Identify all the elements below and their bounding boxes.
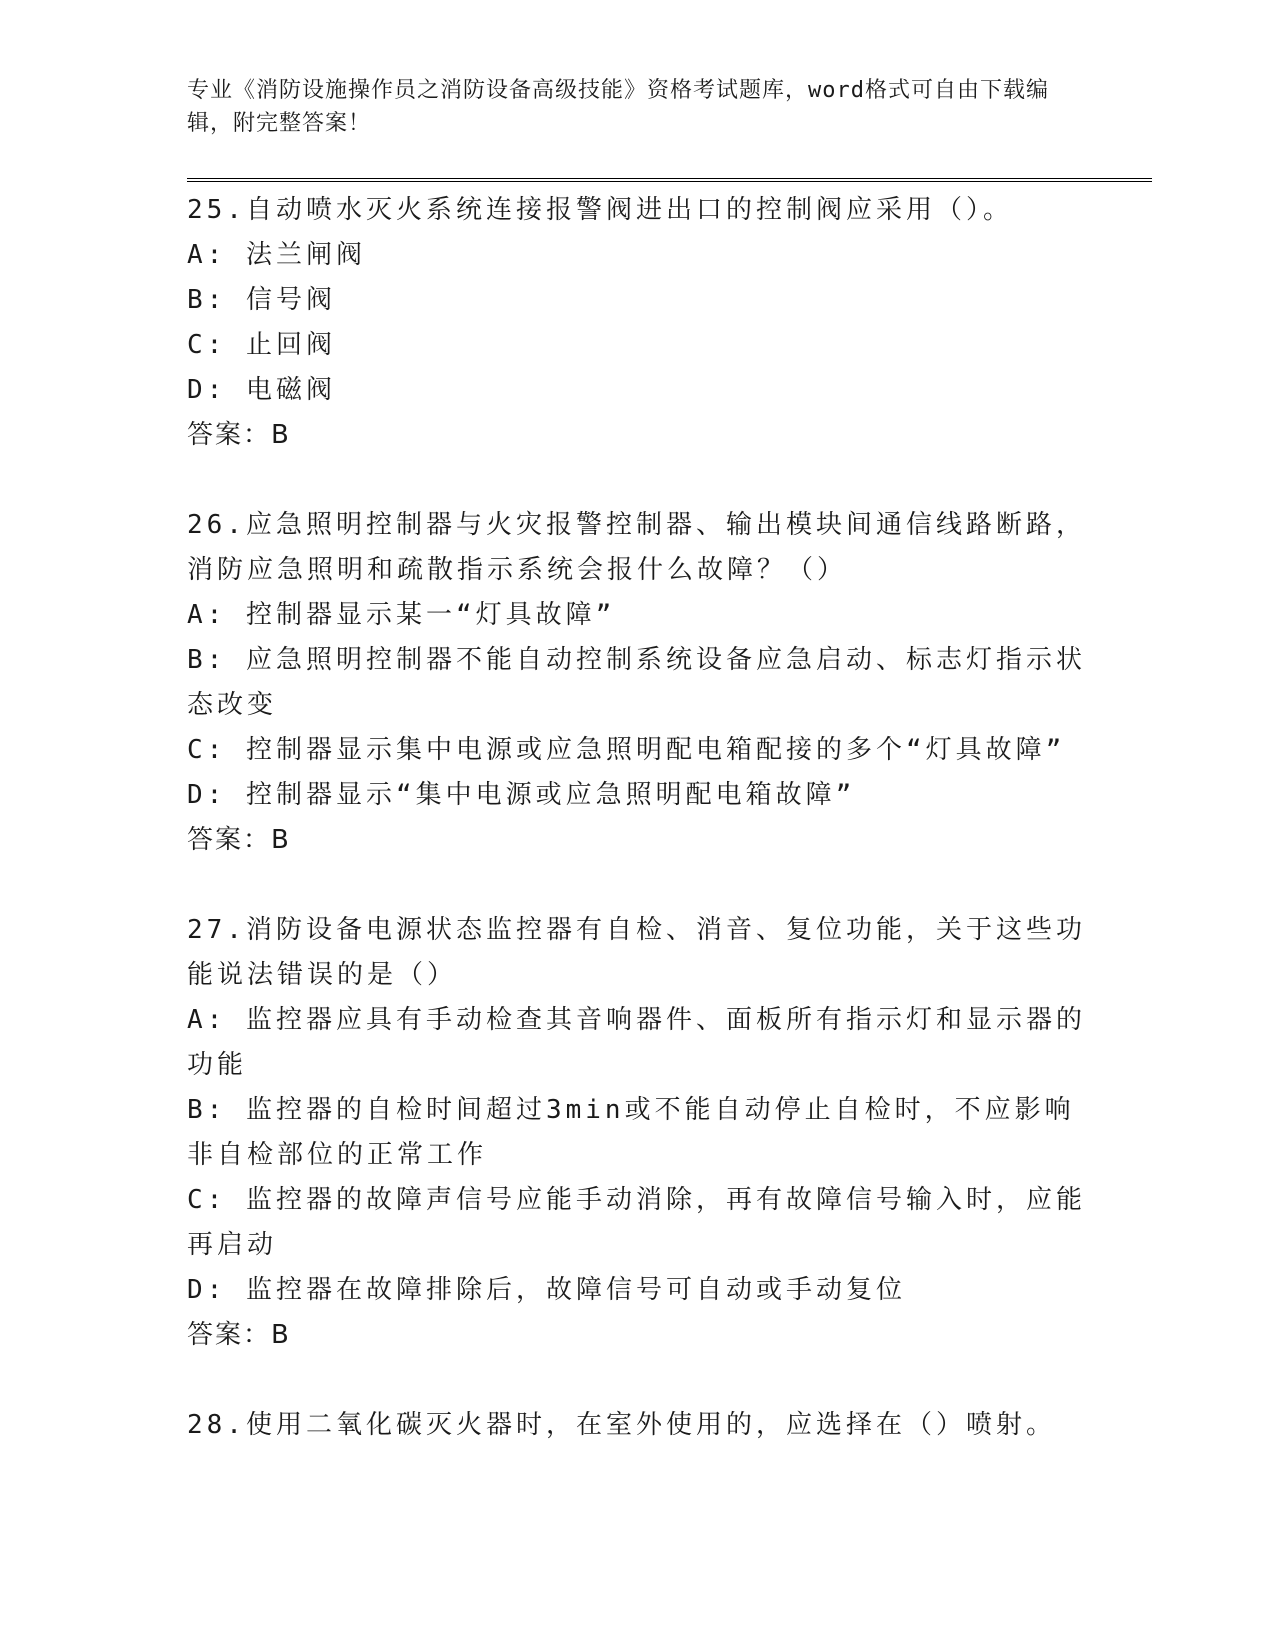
option-text: 电磁阀 bbox=[245, 375, 336, 405]
option-text: 控制器显示“集中电源或应急照明配电箱故障” bbox=[245, 780, 856, 810]
question-27 bbox=[187, 908, 1087, 1358]
answer-line: 答案：B bbox=[187, 420, 291, 450]
option-d bbox=[187, 773, 1087, 818]
option-text: 应急照明控制器不能自动控制系统设备应急启动、标志灯指示状态改变 bbox=[187, 645, 1086, 720]
header-divider bbox=[187, 178, 1152, 182]
option-letter: A: bbox=[187, 1005, 227, 1035]
option-d bbox=[187, 1268, 1087, 1313]
option-a bbox=[187, 233, 1087, 278]
option-text: 信号阀 bbox=[245, 285, 336, 315]
question-stem: 26.应急照明控制器与火灾报警控制器、输出模块间通信线路断路，消防应急照明和疏散指示系统会报什么故障？（） bbox=[187, 510, 1086, 585]
option-letter: B: bbox=[187, 285, 227, 315]
option-b bbox=[187, 638, 1087, 728]
option-text: 监控器的自检时间超过3min或不能自动停止自检时，不应影响非自检部位的正常工作 bbox=[187, 1095, 1075, 1170]
question-stem: 28.使用二氧化碳灭火器时，在室外使用的，应选择在（）喷射。 bbox=[187, 1410, 1056, 1440]
question-stem: 27.消防设备电源状态监控器有自检、消音、复位功能，关于这些功能说法错误的是（） bbox=[187, 915, 1086, 990]
option-letter: A: bbox=[187, 600, 227, 630]
option-letter: A: bbox=[187, 240, 227, 270]
option-text: 监控器的故障声信号应能手动消除，再有故障信号输入时，应能再启动 bbox=[187, 1185, 1086, 1260]
option-text: 止回阀 bbox=[245, 330, 336, 360]
option-a bbox=[187, 998, 1087, 1088]
option-letter: B: bbox=[187, 645, 227, 675]
option-letter: C: bbox=[187, 330, 227, 360]
question-26 bbox=[187, 503, 1087, 863]
option-letter: B: bbox=[187, 1095, 227, 1125]
option-d bbox=[187, 368, 1087, 413]
option-c bbox=[187, 1178, 1087, 1268]
option-text: 法兰闸阀 bbox=[245, 240, 366, 270]
option-b bbox=[187, 1088, 1087, 1178]
document-header: 专业《消防设施操作员之消防设备高级技能》资格考试题库，word格式可自由下载编辑，附完整答案！ bbox=[187, 78, 1049, 136]
option-letter: C: bbox=[187, 735, 227, 765]
option-text: 监控器应具有手动检查其音响器件、面板所有指示灯和显示器的功能 bbox=[187, 1005, 1086, 1080]
question-list bbox=[187, 188, 1087, 1448]
option-a bbox=[187, 593, 1087, 638]
question-28 bbox=[187, 1403, 1087, 1448]
answer-line: 答案：B bbox=[187, 1320, 291, 1350]
question-stem: 25.自动喷水灭火系统连接报警阀进出口的控制阀应采用（）。 bbox=[187, 195, 1013, 225]
option-c bbox=[187, 323, 1087, 368]
question-25 bbox=[187, 188, 1087, 458]
answer-line: 答案：B bbox=[187, 825, 291, 855]
option-letter: D: bbox=[187, 1275, 227, 1305]
option-b bbox=[187, 278, 1087, 323]
option-letter: C: bbox=[187, 1185, 227, 1215]
option-c bbox=[187, 728, 1087, 773]
option-text: 控制器显示某一“灯具故障” bbox=[245, 600, 616, 630]
option-letter: D: bbox=[187, 780, 227, 810]
option-letter: D: bbox=[187, 375, 227, 405]
option-text: 控制器显示集中电源或应急照明配电箱配接的多个“灯具故障” bbox=[245, 735, 1066, 765]
option-text: 监控器在故障排除后，故障信号可自动或手动复位 bbox=[245, 1275, 906, 1305]
